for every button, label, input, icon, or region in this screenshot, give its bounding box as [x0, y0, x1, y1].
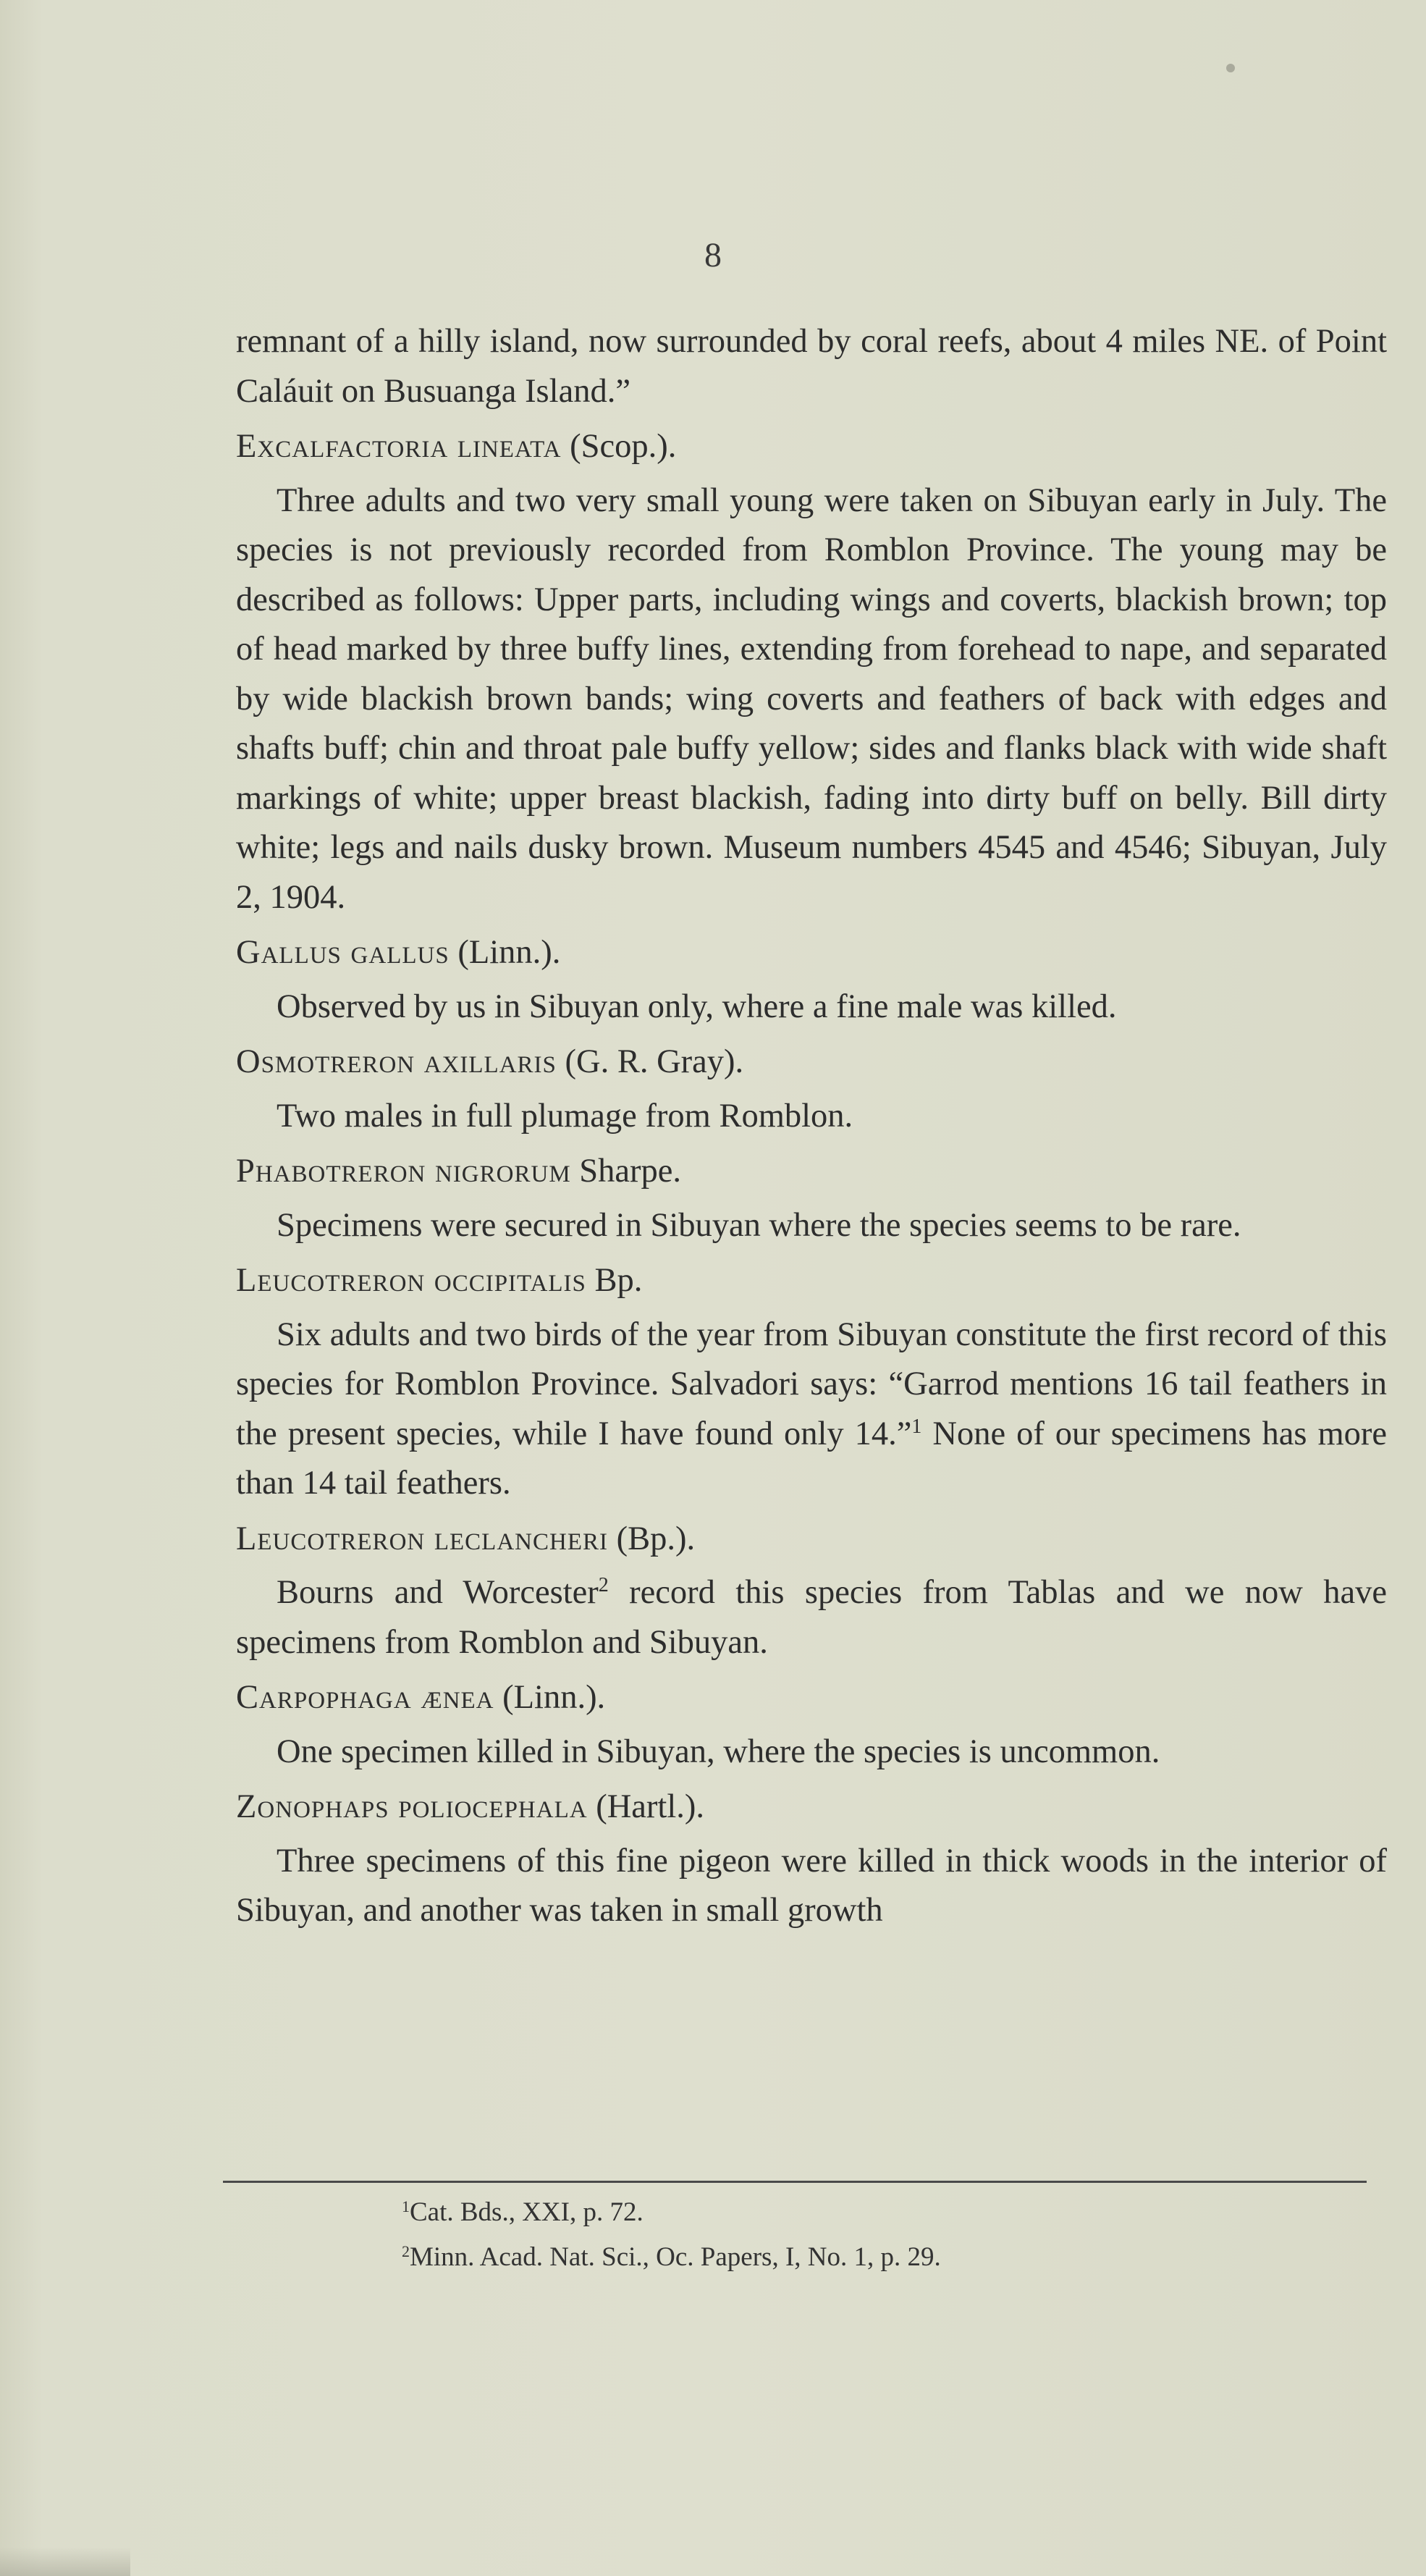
species-account: Observed by us in Sibuyan only, where a fine male was killed. [277, 988, 1117, 1025]
species-authority: (Linn.). [449, 934, 561, 971]
species-account: One specimen killed in Sibuyan, where the species is uncommon. [277, 1733, 1160, 1770]
footnote-mark: 1 [402, 2197, 410, 2215]
intro-paragraph: remnant of a hilly island, now surrounded by coral reefs, about 4 miles NE. of Point Caláuit on Busuanga Island.” [236, 323, 1387, 410]
account-text: Six adults and two birds of the year from Sibuyan constitute the first record of this species for Romblon Province. Salvadori says: “Garrod mentions 16 tail feathers in the present species, while I have found only 14.” [236, 1316, 1387, 1452]
species-heading [236, 1515, 1387, 1565]
species-account: Three specimens of this fine pigeon were killed in thick woods in the interior of Sibuyan, and another was taken in small growth [236, 1842, 1387, 1929]
species-heading [236, 1256, 1387, 1306]
footnote-ref[interactable]: 2 [598, 1574, 609, 1596]
species-name: Carpophaga ænea [236, 1679, 494, 1716]
species-account: Specimens were secured in Sibuyan where the species seems to be rare. [277, 1206, 1241, 1244]
species-authority: (Hartl.). [587, 1788, 704, 1825]
footnote-text: Minn. Acad. Nat. Sci., Oc. Papers, I, No. 1, p. 29. [410, 2242, 941, 2272]
species-heading [236, 1782, 1387, 1832]
species-authority: (Bp.). [608, 1520, 696, 1557]
footnote-ref[interactable]: 1 [911, 1415, 922, 1438]
species-name: Leucotreron leclancheri [236, 1520, 609, 1557]
account-text: Bourns and Worcester [277, 1574, 599, 1611]
species-authority: (Linn.). [494, 1679, 606, 1716]
footnote [402, 2235, 1343, 2280]
species-heading [236, 422, 1387, 472]
species-name: Leucotreron occipitalis [236, 1262, 586, 1299]
species-name: Zonophaps poliocephala [236, 1788, 588, 1825]
species-authority: Sharpe. [570, 1153, 682, 1190]
species-account [236, 1568, 1387, 1667]
species-authority: Bp. [586, 1262, 643, 1299]
species-heading [236, 1673, 1387, 1723]
species-account [236, 1310, 1387, 1509]
species-authority: (Scop.). [561, 428, 677, 465]
species-account: Three adults and two very small young were taken on Sibuyan early in July. The species is not previously recorded from Romblon Province. The young may be described as follows: Upper parts, including wings and coverts, blackish brown; top of head marked by three buffy lines, extending from forehead to nape, and separated by wide blackish brown bands; wing coverts and feathers of back with edges and shafts buff; chin and throat pale buffy yellow; sides and flanks black with wide shaft markings of white; upper breast blackish, fading into dirty buff on belly. Bill dirty white; legs and nails dusky brown. Museum numbers 4545 and 4546; Sibuyan, July 2, 1904. [236, 481, 1387, 916]
species-heading [236, 1147, 1387, 1197]
main-text [236, 317, 1387, 1936]
footnote-divider [223, 2181, 1367, 2183]
species-name: Gallus gallus [236, 934, 450, 971]
page-edge-smudge [0, 2547, 130, 2576]
footnote-mark: 2 [402, 2242, 410, 2260]
page-number: 8 [704, 236, 722, 274]
species-heading [236, 928, 1387, 978]
species-name: Phabotreron nigrorum [236, 1153, 571, 1190]
footnote-text: Cat. Bds., XXI, p. 72. [410, 2197, 644, 2227]
footnotes [402, 2190, 1343, 2280]
species-account: Two males in full plumage from Romblon. [277, 1097, 853, 1135]
species-heading [236, 1037, 1387, 1087]
account-text: None of our specimens has more than 14 tail feathers. [236, 1415, 1387, 1502]
footnote [402, 2190, 1343, 2235]
paper-speck [1226, 64, 1235, 72]
account-text: record this species from Tablas and we now have specimens from Romblon and Sibuyan. [236, 1574, 1387, 1661]
species-name: Excalfactoria lineata [236, 428, 562, 465]
species-name: Osmotreron axillaris [236, 1043, 557, 1080]
species-authority: (G. R. Gray). [556, 1043, 744, 1080]
